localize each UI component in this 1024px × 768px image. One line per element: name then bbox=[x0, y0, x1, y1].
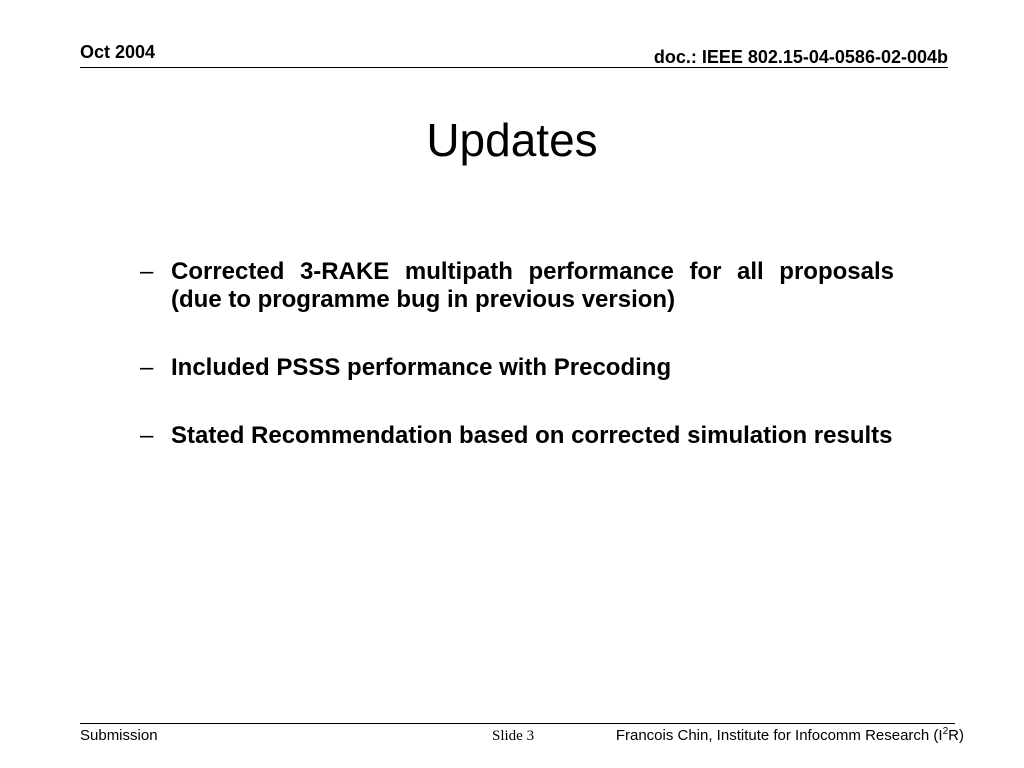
header-doc-id: doc.: IEEE 802.15-04-0586-02-004b bbox=[653, 47, 948, 67]
bullet-text: Included PSSS performance with Precoding bbox=[171, 354, 672, 381]
bullet-dash-icon: – bbox=[140, 354, 154, 381]
slide-title: Updates bbox=[426, 114, 598, 166]
bullet-text: Corrected 3-RAKE multipath performance for all proposals (due to programme bug in previous version) bbox=[171, 258, 894, 313]
footer-author-suffix: R) bbox=[948, 727, 964, 744]
header-divider bbox=[80, 67, 948, 68]
bullet-item bbox=[140, 258, 894, 314]
bullet-dash-icon: – bbox=[140, 258, 154, 285]
header-date: Oct 2004 bbox=[80, 42, 156, 62]
bullet-text: Stated Recommendation based on corrected simulation results bbox=[171, 422, 893, 449]
bullet-dash-icon: – bbox=[140, 422, 154, 449]
bullet-list bbox=[140, 258, 894, 490]
footer-author-prefix: Francois Chin, Institute for Infocomm Research (I bbox=[615, 727, 943, 744]
footer-slide-number: Slide 3 bbox=[492, 728, 535, 744]
footer-author bbox=[616, 727, 964, 744]
footer-submission: Submission bbox=[80, 727, 158, 744]
bullet-item bbox=[140, 354, 894, 382]
bullet-item bbox=[140, 422, 894, 450]
footer-author-superscript: 2 bbox=[942, 726, 949, 737]
footer-divider bbox=[80, 723, 955, 724]
